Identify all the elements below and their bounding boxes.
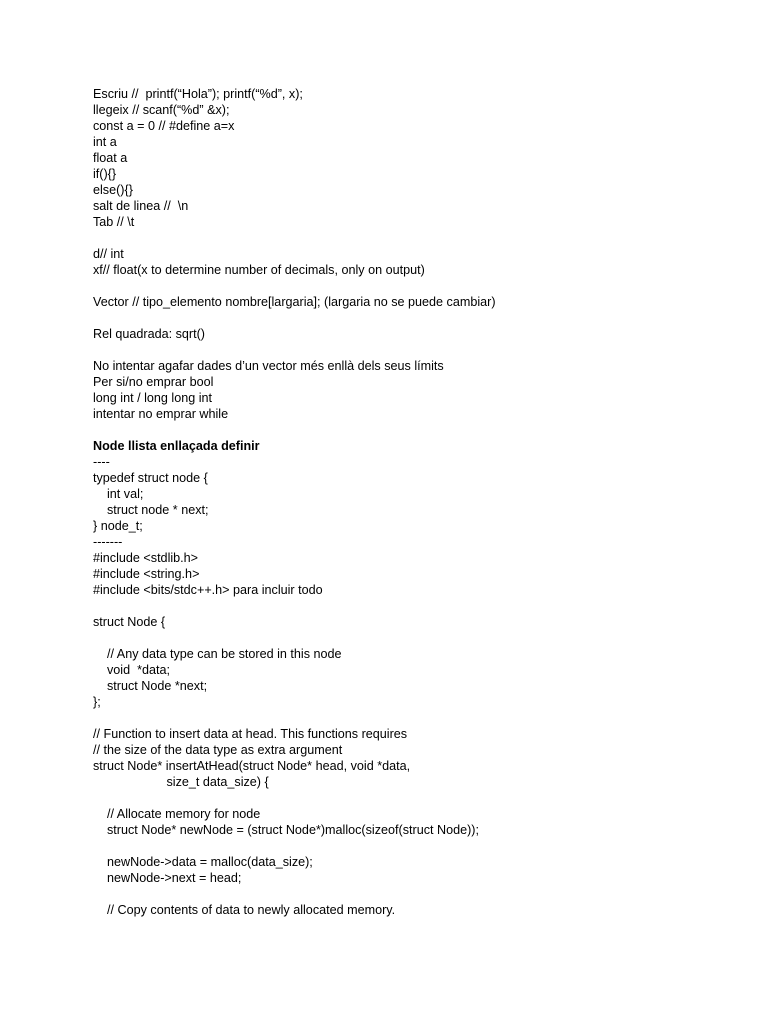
text-line: newNode->next = head; [93, 871, 242, 885]
text-line: // the size of the data type as extra argument [93, 743, 343, 757]
text-line: int a [93, 135, 117, 149]
text-line: int val; [93, 487, 144, 501]
text-line: // Any data type can be stored in this node [93, 647, 342, 661]
text-line: struct Node* insertAtHead(struct Node* head, void *data, [93, 759, 411, 773]
blank-line [93, 230, 733, 246]
text-line: Per si/no emprar bool [93, 375, 214, 389]
text-line: #include <stdlib.h> [93, 551, 199, 565]
blank-line [93, 342, 733, 358]
text-line: intentar no emprar while [93, 407, 229, 421]
text-line: newNode->data = malloc(data_size); [93, 855, 313, 869]
text-line: #include <string.h> [93, 567, 200, 581]
text-line: Escriu // printf(“Hola”); printf(“%d”, x); [93, 87, 303, 101]
blank-line [93, 710, 733, 726]
blank-line [93, 310, 733, 326]
text-line: // Function to insert data at head. This functions requires [93, 727, 408, 741]
blank-line [93, 278, 733, 294]
text-line: }; [93, 695, 101, 709]
text-line: ---- [93, 455, 110, 469]
text-line: void *data; [93, 663, 171, 677]
text-line: xf// float(x to determine number of decimals, only on output) [93, 263, 425, 277]
text-line: size_t data_size) { [93, 775, 269, 789]
text-line: Vector // tipo_elemento nombre[largaria]; (largaria no se puede cambiar) [93, 295, 496, 309]
text-line: salt de linea // \n [93, 199, 189, 213]
blank-line [93, 630, 733, 646]
blank-line [93, 886, 733, 902]
text-line: long int / long long int [93, 391, 213, 405]
section-heading: Node llista enllaçada definir [93, 439, 260, 453]
text-line: llegeix // scanf(“%d” &x); [93, 103, 230, 117]
document-body [93, 86, 733, 918]
text-line: struct node * next; [93, 503, 209, 517]
text-line: } node_t; [93, 519, 143, 533]
blank-line [93, 790, 733, 806]
text-line: // Allocate memory for node [93, 807, 261, 821]
text-line: d// int [93, 247, 124, 261]
text-line: ------- [93, 535, 123, 549]
text-line: if(){} [93, 167, 117, 181]
blank-line [93, 422, 733, 438]
text-line: struct Node* newNode = (struct Node*)malloc(sizeof(struct Node)); [93, 823, 479, 837]
text-line: struct Node *next; [93, 679, 208, 693]
text-line: float a [93, 151, 128, 165]
text-line: // Copy contents of data to newly allocated memory. [93, 903, 396, 917]
text-line: const a = 0 // #define a=x [93, 119, 235, 133]
text-line: Rel quadrada: sqrt() [93, 327, 205, 341]
blank-line [93, 838, 733, 854]
text-line: #include <bits/stdc++.h> para incluir todo [93, 583, 323, 597]
text-line: typedef struct node { [93, 471, 208, 485]
text-line: Tab // \t [93, 215, 135, 229]
text-line: No intentar agafar dades d’un vector més enllà dels seus límits [93, 359, 444, 373]
text-line: struct Node { [93, 615, 166, 629]
text-line: else(){} [93, 183, 133, 197]
blank-line [93, 598, 733, 614]
